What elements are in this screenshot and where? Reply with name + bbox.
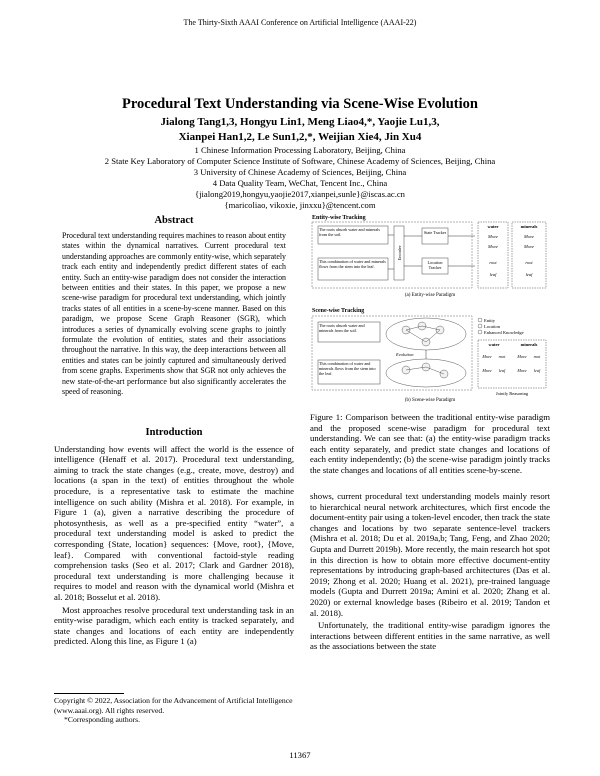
caption-b: (b) Scene-wise Paradigm xyxy=(404,398,456,403)
sentence-2-text: This combination of water and minerals flows from the stem into the leaf. xyxy=(319,259,386,269)
graph-edge xyxy=(406,330,426,342)
cell-move: Move xyxy=(524,234,534,239)
cell-leaf-b: leaf xyxy=(498,368,506,373)
cell-leaf-b: leaf xyxy=(533,368,541,373)
right-column-text xyxy=(310,491,550,654)
cell-move: Move xyxy=(488,234,498,239)
introduction-section xyxy=(54,428,294,649)
entity-wise-title: Entity-wise Tracking xyxy=(312,215,366,221)
graph-edge xyxy=(426,330,440,342)
corresponding-note: *Corresponding authors. xyxy=(64,715,141,724)
copyright-notice: Copyright © 2022, Association for the Advancement of Artificial Intelligence (www.aaai.org). All rights reserved. xyxy=(54,696,293,715)
water-table xyxy=(478,222,508,288)
abstract-heading: Abstract xyxy=(154,215,194,226)
abstract-text: Procedural text understanding requires machines to reason about entity states within the dynamical narratives. Current procedural text understanding approaches are commonly entity-wise, which separately track each entity and independently predict different states of each entity. Such an entity-wise paradigm does not consider the interaction between entities and their states. In this paper, we propose a new scene-wise paradigm for procedural text understanding, which jointly tracks states of all entities in a scene-by-scene manner. Based on this paradigm, we propose Scene Graph Reasoner (SGR), which introduces a series of dynamically evolving scene graphs to jointly formulate the evolution of entities, states and their associations throughout the narrative. In this way, the deep interactions between all entities and states can be jointly captured and simultaneously derived from scene graphs. Experiments show that SGR not only achieves the new state-of-the-art performance but also significantly accelerates the speed of reasoning. xyxy=(62,231,286,397)
cell-move: Move xyxy=(488,244,498,249)
right-paragraph-2: Unfortunately, the traditional entity-wise paradigm ignores the interactions between different entities in the same narrative, as well as the associations between the state xyxy=(310,620,550,652)
cell-move: Move xyxy=(524,244,534,249)
legend-location-marker xyxy=(478,324,482,328)
cell-root-b: root xyxy=(533,354,541,359)
cell-move-b: Move xyxy=(517,368,527,373)
minerals-header-b: minerals xyxy=(520,342,538,347)
minerals-table xyxy=(512,222,546,288)
water-header: water xyxy=(487,224,499,229)
scene-wise-title: Scene-wise Tracking xyxy=(312,308,365,314)
intro-paragraph-2: Most approaches resolve procedural text understanding task in an entity-wise paradigm, which each entity is tracked separately, and state changes and locations of each entity are independently predicted. Along this line, as Figure 1 (a) xyxy=(54,604,294,647)
affiliation-1: 1 Chinese Information Processing Laboratory, Beijing, China xyxy=(194,145,406,155)
page-number: 11367 xyxy=(289,750,311,760)
intro-paragraph-1: Understanding how events will affect the world is the essence of intelligence (Henaff et al. 2017). Procedural text understanding, aiming to track the state changes (e.g., create, move, destroy) and locations (a span in the text) of entities throughout the whole procedure, is a representative task to estimate the machine intelligence on such ability (Mishra et al. 2018). For example, in Figure 1 (a), given a narrative describing the procedure of photosynthesis, as well as a pre-specified entity “water”, a procedural text understanding model is asked to predict the corresponding {State, location} sequences: {Move, root}, {Move, leaf}. Compared with conventional factoid-style reading comprehension tasks (Seo et al. 2017; Clark and Gardner 2018), procedural text understanding is more challenging because it requires to model and reason with the dynamical world (Mishra et al. 2018; Bosselut et al. 2018). xyxy=(54,443,294,602)
email-line-2: {maricoliao, vikoxie, jinxxu}@tencent.com xyxy=(224,200,376,210)
graph-edge xyxy=(426,367,444,374)
affiliation-2: 2 State Key Laboratory of Computer Science Institute of Software, Chinese Academy of Sciences, Beijing, China xyxy=(104,156,496,166)
minerals-header: minerals xyxy=(520,224,538,229)
footnote xyxy=(54,696,294,725)
sentence-1-text-b: The roots absorb water and minerals from the soil. xyxy=(319,323,365,333)
joint-table xyxy=(478,340,546,388)
affiliation-4: 4 Data Quality Team, WeChat, Tencent Inc., China xyxy=(212,178,388,188)
encoder-label: Encoder xyxy=(397,245,402,261)
figure-1 xyxy=(310,212,550,404)
abstract-section xyxy=(54,215,294,398)
footnote-rule xyxy=(54,693,124,694)
cell-root: root xyxy=(489,260,497,265)
paper-title: Procedural Text Understanding via Scene-Wise Evolution xyxy=(122,96,478,112)
sentence-1-text: The roots absorb water and minerals from the soil. xyxy=(319,227,381,237)
right-paragraph-1: shows, current procedural text understanding models mainly resort to hierarchical neural network architectures, which first encode the document-entity pair using a token-level encoder, then track the state changes and locations by two separate sentence-level trackers (Mishra et al. 2018; Du et al. 2019a,b; Tang, Feng, and Zhao 2020; Gupta and Durrett 2019b). More recently, the main research hot spot in this direction is how to obtain more effective document-entity representations by introducing graph-based architectures (Das et al. 2019; Zhong et al. 2020; Huang et al. 2021), pre-trained language models (Gupta and Durrett 2019a; Amini et al. 2020; Zhang et al. 2020) or external knowledge bases (Ribeiro et al. 2019; Tandon et al. 2018). xyxy=(310,491,550,618)
legend-entity: Entity xyxy=(484,318,495,323)
cell-leaf: leaf xyxy=(489,272,497,277)
caption-a: (a) Entity-wise Paradigm xyxy=(404,293,456,298)
figure-1-caption: Figure 1: Comparison between the traditional entity-wise paradigm and the proposed scene-wise paradigm for procedural text understanding. We can see that: (a) the entity-wise paradigm tracks each entity separately, and predict state changes and locations of each entity independently; (b) the scene-wise paradigm jointly tracks the state changes and locations of all entities scene-by-scene. xyxy=(310,412,550,475)
water-header-b: water xyxy=(488,342,500,347)
cell-move-b: Move xyxy=(482,368,492,373)
jointly-reasoning-label: Jointly Reasoning xyxy=(495,391,529,396)
cell-move-b: Move xyxy=(482,354,492,359)
legend-location: Location xyxy=(484,324,500,329)
evolution-label: Evolution xyxy=(396,352,414,357)
sentence-2-text-b: This combination of water and minerals flows from the stem into the leaf. xyxy=(319,361,376,376)
legend-entity-marker xyxy=(478,318,482,322)
location-tracker-label: Location Tracker xyxy=(427,260,443,270)
affiliation-3: 3 University of Chinese Academy of Sciences, Beijing, China xyxy=(193,167,407,177)
cell-move-b: Move xyxy=(517,354,527,359)
state-tracker-label: State Tracker xyxy=(423,230,447,235)
cell-root: root xyxy=(525,260,533,265)
cell-root-b: root xyxy=(498,354,506,359)
email-line-1: {jialong2019,hongyu,yaojie2017,xianpei,sunle}@iscas.ac.cn xyxy=(195,189,405,199)
legend-knowledge-marker xyxy=(478,330,482,334)
cell-leaf: leaf xyxy=(525,272,533,277)
conference-header: The Thirty-Sixth AAAI Conference on Artificial Intelligence (AAAI-22) xyxy=(183,18,417,27)
legend-knowledge: Enhanced Knowledge xyxy=(484,330,524,335)
authors-line-2: Xianpei Han1,2, Le Sun1,2,*, Weijian Xie4, Jin Xu4 xyxy=(178,131,422,143)
introduction-heading: Introduction xyxy=(145,427,203,438)
authors-line-1: Jialong Tang1,3, Hongyu Lin1, Meng Liao4,*, Yaojie Lu1,3, xyxy=(160,116,440,128)
